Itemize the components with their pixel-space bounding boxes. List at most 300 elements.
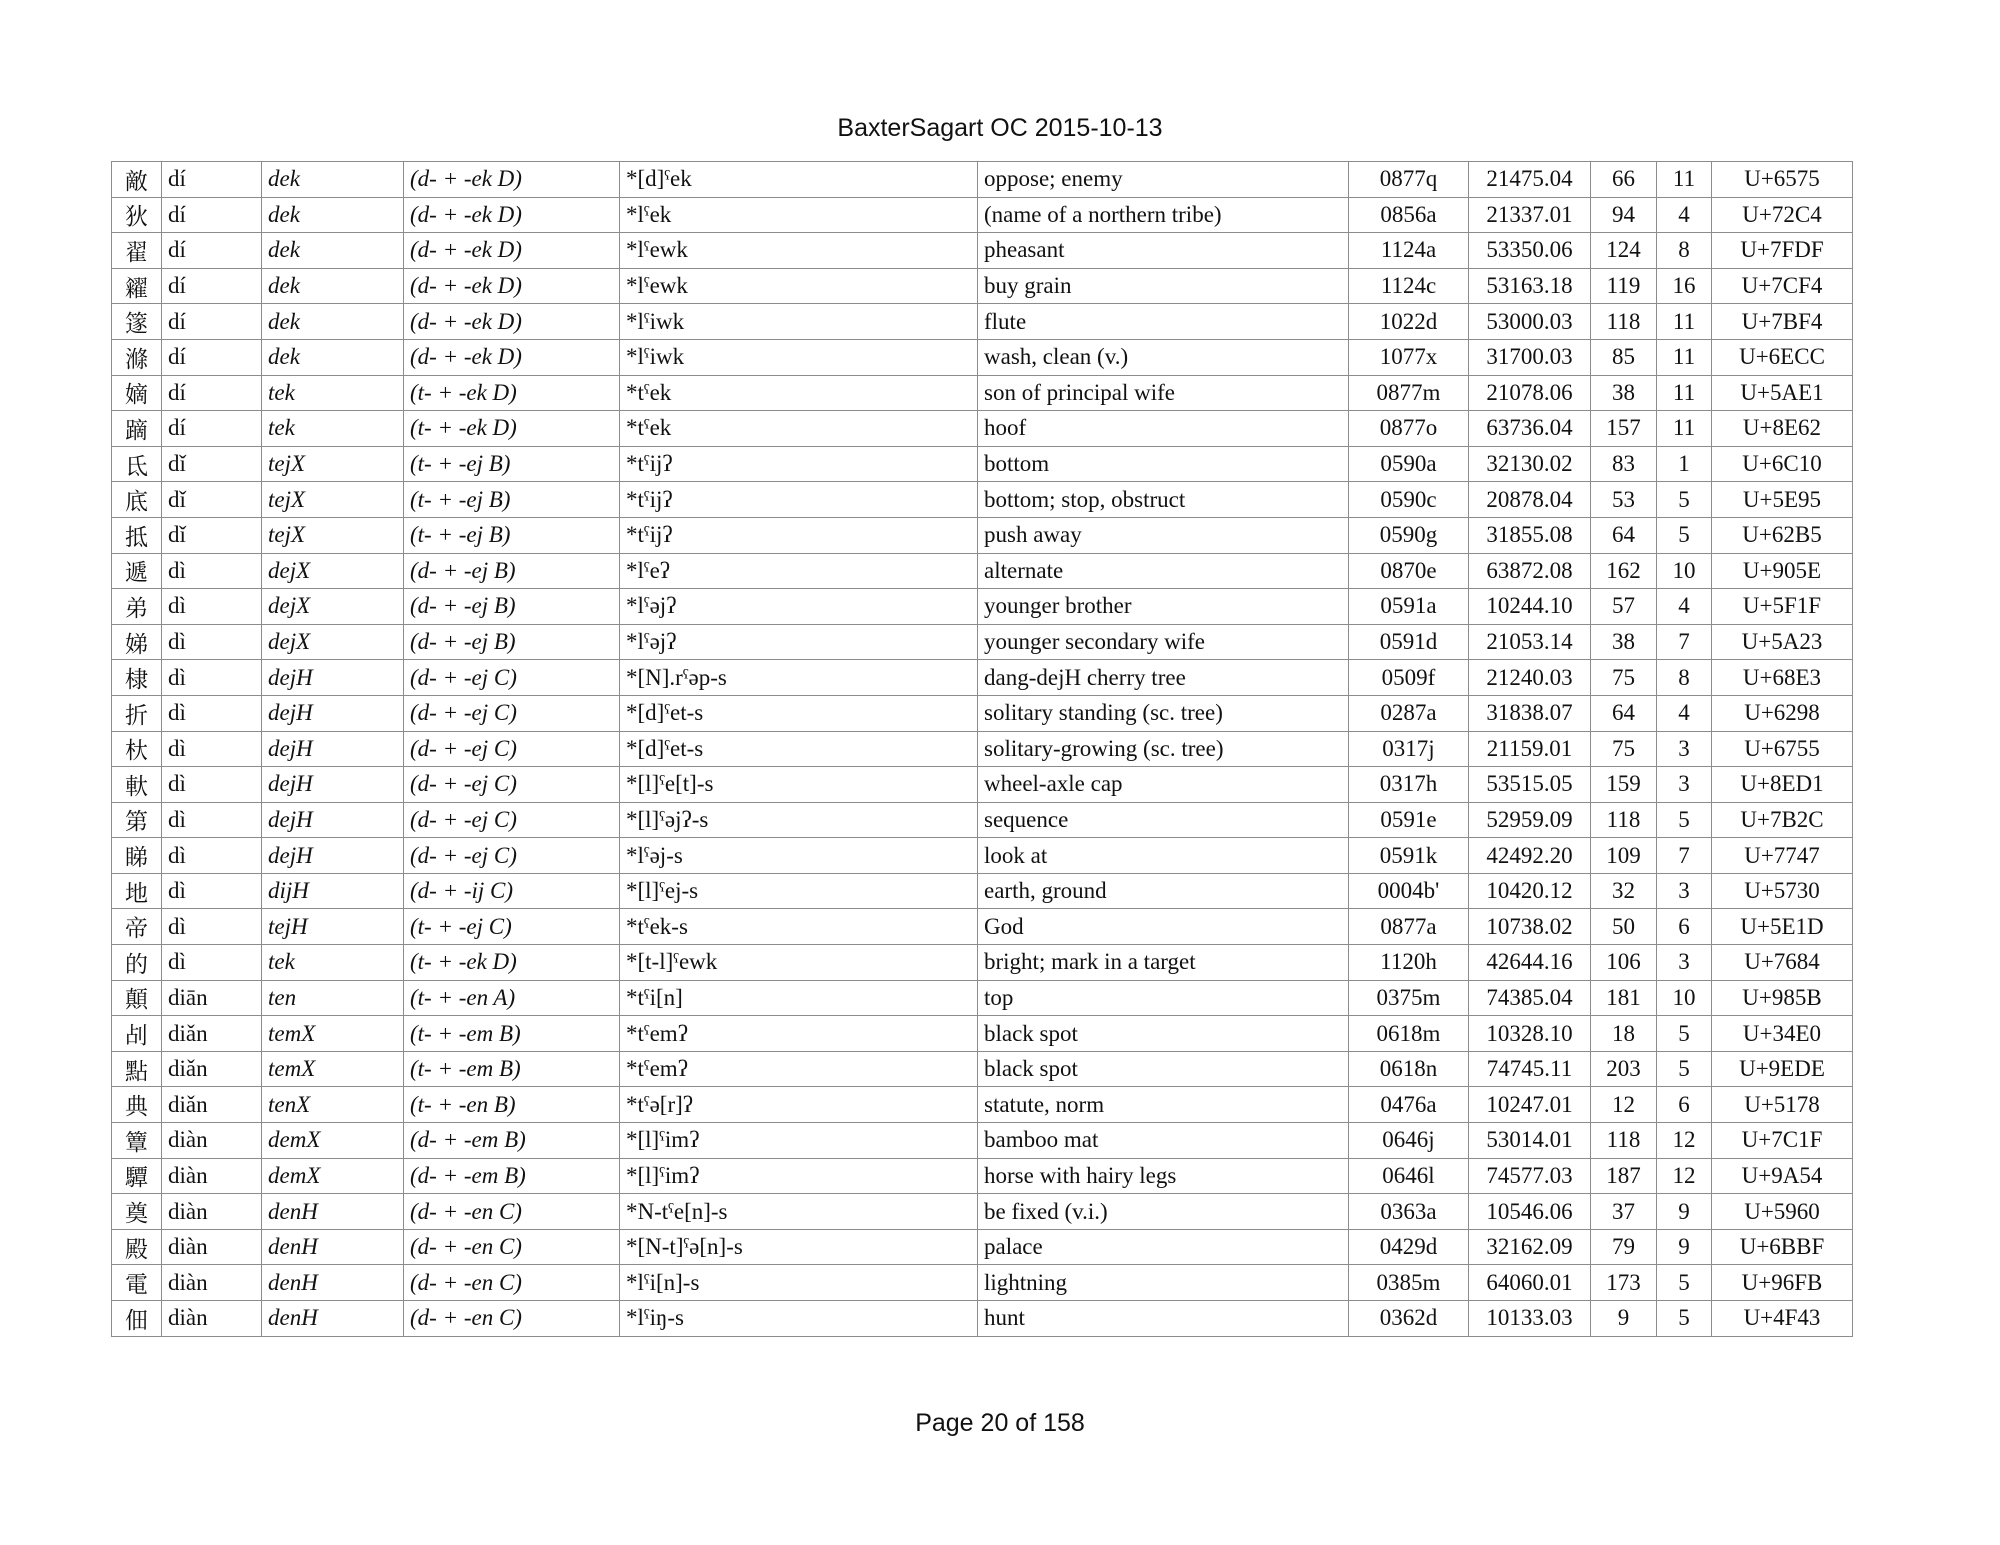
unicode-cell: U+8E62 [1712, 411, 1853, 447]
radical-cell: 94 [1591, 197, 1657, 233]
pinyin-cell: dì [162, 624, 262, 660]
pinyin-cell: diàn [162, 1265, 262, 1301]
gloss-cell: flute [978, 304, 1349, 340]
middle-chinese-analysis-cell: (d- + -ej C) [404, 767, 620, 803]
middle-chinese-cell: ten [262, 980, 404, 1016]
unicode-cell: U+5A23 [1712, 624, 1853, 660]
character-cell: 狄 [112, 197, 162, 233]
gsr-number-cell: 0877q [1349, 162, 1469, 198]
middle-chinese-analysis-cell: (d- + -ej B) [404, 624, 620, 660]
unicode-cell: U+6298 [1712, 695, 1853, 731]
table-row [112, 446, 1853, 482]
hydzd-number-cell: 10328.10 [1469, 1016, 1591, 1052]
radical-cell: 79 [1591, 1229, 1657, 1265]
middle-chinese-analysis-cell: (t- + -en B) [404, 1087, 620, 1123]
pinyin-cell: dì [162, 945, 262, 981]
middle-chinese-cell: dejH [262, 695, 404, 731]
character-cell: 篴 [112, 304, 162, 340]
pinyin-cell: dí [162, 339, 262, 375]
old-chinese-cell: *tˤijʔ [620, 446, 978, 482]
old-chinese-cell: *lˤewk [620, 233, 978, 269]
gloss-cell: bottom [978, 446, 1349, 482]
gsr-number-cell: 0590g [1349, 517, 1469, 553]
pinyin-cell: dì [162, 731, 262, 767]
stroke-count-cell: 3 [1657, 767, 1712, 803]
unicode-cell: U+7CF4 [1712, 268, 1853, 304]
hydzd-number-cell: 53515.05 [1469, 767, 1591, 803]
stroke-count-cell: 4 [1657, 695, 1712, 731]
middle-chinese-analysis-cell: (d- + -en C) [404, 1301, 620, 1337]
gloss-cell: lightning [978, 1265, 1349, 1301]
gsr-number-cell: 0877o [1349, 411, 1469, 447]
gloss-cell: oppose; enemy [978, 162, 1349, 198]
character-cell: 蹢 [112, 411, 162, 447]
unicode-cell: U+7FDF [1712, 233, 1853, 269]
gloss-cell: son of principal wife [978, 375, 1349, 411]
character-cell: 杕 [112, 731, 162, 767]
table-row [112, 1051, 1853, 1087]
pinyin-cell: dì [162, 909, 262, 945]
gloss-cell: God [978, 909, 1349, 945]
middle-chinese-analysis-cell: (t- + -ej B) [404, 517, 620, 553]
table-row [112, 873, 1853, 909]
hydzd-number-cell: 20878.04 [1469, 482, 1591, 518]
unicode-cell: U+72C4 [1712, 197, 1853, 233]
old-chinese-cell: *[d]ˤek [620, 162, 978, 198]
pinyin-cell: dí [162, 162, 262, 198]
stroke-count-cell: 7 [1657, 838, 1712, 874]
pinyin-cell: dí [162, 304, 262, 340]
middle-chinese-cell: dejH [262, 731, 404, 767]
pinyin-cell: diàn [162, 1229, 262, 1265]
stroke-count-cell: 11 [1657, 375, 1712, 411]
pinyin-cell: dì [162, 553, 262, 589]
unicode-cell: U+68E3 [1712, 660, 1853, 696]
gsr-number-cell: 0877m [1349, 375, 1469, 411]
radical-cell: 157 [1591, 411, 1657, 447]
middle-chinese-cell: demX [262, 1158, 404, 1194]
hydzd-number-cell: 42644.16 [1469, 945, 1591, 981]
middle-chinese-cell: tek [262, 945, 404, 981]
radical-cell: 18 [1591, 1016, 1657, 1052]
old-chinese-cell: *tˤemʔ [620, 1016, 978, 1052]
unicode-cell: U+6C10 [1712, 446, 1853, 482]
character-cell: 地 [112, 873, 162, 909]
stroke-count-cell: 5 [1657, 1301, 1712, 1337]
middle-chinese-cell: dek [262, 339, 404, 375]
old-chinese-cell: *[l]ˤej-s [620, 873, 978, 909]
gsr-number-cell: 1124c [1349, 268, 1469, 304]
unicode-cell: U+6ECC [1712, 339, 1853, 375]
middle-chinese-cell: dejX [262, 624, 404, 660]
radical-cell: 118 [1591, 802, 1657, 838]
gloss-cell: dang-dejH cherry tree [978, 660, 1349, 696]
old-chinese-cell: *N-tˤe[n]-s [620, 1194, 978, 1230]
table-row [112, 482, 1853, 518]
stroke-count-cell: 5 [1657, 517, 1712, 553]
middle-chinese-analysis-cell: (d- + -ej C) [404, 660, 620, 696]
radical-cell: 162 [1591, 553, 1657, 589]
old-chinese-cell: *[l]ˤəjʔ-s [620, 802, 978, 838]
middle-chinese-analysis-cell: (d- + -ej C) [404, 802, 620, 838]
stroke-count-cell: 5 [1657, 482, 1712, 518]
middle-chinese-cell: dejH [262, 838, 404, 874]
hydzd-number-cell: 32162.09 [1469, 1229, 1591, 1265]
table-row [112, 731, 1853, 767]
stroke-count-cell: 8 [1657, 660, 1712, 696]
middle-chinese-analysis-cell: (d- + -ej B) [404, 589, 620, 625]
table-row [112, 1265, 1853, 1301]
radical-cell: 173 [1591, 1265, 1657, 1301]
gloss-cell: hoof [978, 411, 1349, 447]
stroke-count-cell: 5 [1657, 1265, 1712, 1301]
table-row [112, 1229, 1853, 1265]
hydzd-number-cell: 21053.14 [1469, 624, 1591, 660]
unicode-cell: U+5E95 [1712, 482, 1853, 518]
radical-cell: 57 [1591, 589, 1657, 625]
gsr-number-cell: 1077x [1349, 339, 1469, 375]
character-cell: 嫡 [112, 375, 162, 411]
unicode-cell: U+96FB [1712, 1265, 1853, 1301]
table-row [112, 1194, 1853, 1230]
old-chinese-cell: *[d]ˤet-s [620, 695, 978, 731]
gsr-number-cell: 0385m [1349, 1265, 1469, 1301]
unicode-cell: U+5178 [1712, 1087, 1853, 1123]
radical-cell: 83 [1591, 446, 1657, 482]
gloss-cell: push away [978, 517, 1349, 553]
character-cell: 奠 [112, 1194, 162, 1230]
old-chinese-cell: *tˤi[n] [620, 980, 978, 1016]
middle-chinese-cell: tejH [262, 909, 404, 945]
middle-chinese-cell: dejX [262, 589, 404, 625]
radical-cell: 181 [1591, 980, 1657, 1016]
stroke-count-cell: 16 [1657, 268, 1712, 304]
hydzd-number-cell: 21337.01 [1469, 197, 1591, 233]
gsr-number-cell: 0590c [1349, 482, 1469, 518]
middle-chinese-analysis-cell: (t- + -ek D) [404, 945, 620, 981]
old-chinese-cell: *lˤiwk [620, 339, 978, 375]
character-cell: 睇 [112, 838, 162, 874]
hydzd-number-cell: 32130.02 [1469, 446, 1591, 482]
stroke-count-cell: 12 [1657, 1158, 1712, 1194]
gloss-cell: solitary standing (sc. tree) [978, 695, 1349, 731]
middle-chinese-cell: denH [262, 1229, 404, 1265]
old-chinese-cell: *lˤeʔ [620, 553, 978, 589]
table-row [112, 980, 1853, 1016]
hydzd-number-cell: 74577.03 [1469, 1158, 1591, 1194]
table-row [112, 909, 1853, 945]
table-row [112, 268, 1853, 304]
gsr-number-cell: 0646j [1349, 1123, 1469, 1159]
pinyin-cell: diàn [162, 1194, 262, 1230]
hydzd-number-cell: 53014.01 [1469, 1123, 1591, 1159]
radical-cell: 118 [1591, 304, 1657, 340]
pinyin-cell: dì [162, 695, 262, 731]
middle-chinese-cell: tenX [262, 1087, 404, 1123]
hydzd-number-cell: 31700.03 [1469, 339, 1591, 375]
middle-chinese-analysis-cell: (d- + -en C) [404, 1229, 620, 1265]
pinyin-cell: dì [162, 802, 262, 838]
pinyin-cell: dí [162, 197, 262, 233]
gsr-number-cell: 0509f [1349, 660, 1469, 696]
old-chinese-cell: *lˤiwk [620, 304, 978, 340]
gsr-number-cell: 0004b' [1349, 873, 1469, 909]
stroke-count-cell: 11 [1657, 162, 1712, 198]
middle-chinese-cell: dek [262, 304, 404, 340]
table-row [112, 624, 1853, 660]
table-row [112, 589, 1853, 625]
table-row [112, 197, 1853, 233]
radical-cell: 66 [1591, 162, 1657, 198]
gsr-number-cell: 0618n [1349, 1051, 1469, 1087]
old-chinese-cell: *[l]ˤimʔ [620, 1158, 978, 1194]
middle-chinese-analysis-cell: (d- + -ek D) [404, 339, 620, 375]
radical-cell: 85 [1591, 339, 1657, 375]
stroke-count-cell: 11 [1657, 339, 1712, 375]
pinyin-cell: diǎn [162, 1051, 262, 1087]
gsr-number-cell: 0476a [1349, 1087, 1469, 1123]
gloss-cell: alternate [978, 553, 1349, 589]
gsr-number-cell: 0591k [1349, 838, 1469, 874]
unicode-cell: U+7BF4 [1712, 304, 1853, 340]
pinyin-cell: diǎn [162, 1016, 262, 1052]
middle-chinese-cell: tek [262, 375, 404, 411]
character-cell: 遞 [112, 553, 162, 589]
radical-cell: 187 [1591, 1158, 1657, 1194]
table-body [112, 162, 1853, 1337]
table-row [112, 517, 1853, 553]
pinyin-cell: dǐ [162, 517, 262, 553]
old-chinese-cell: *[N].rˤəp-s [620, 660, 978, 696]
middle-chinese-analysis-cell: (d- + -ij C) [404, 873, 620, 909]
middle-chinese-analysis-cell: (t- + -ej B) [404, 482, 620, 518]
unicode-cell: U+5730 [1712, 873, 1853, 909]
character-cell: 娣 [112, 624, 162, 660]
radical-cell: 37 [1591, 1194, 1657, 1230]
middle-chinese-cell: temX [262, 1051, 404, 1087]
radical-cell: 203 [1591, 1051, 1657, 1087]
hydzd-number-cell: 53350.06 [1469, 233, 1591, 269]
middle-chinese-cell: denH [262, 1301, 404, 1337]
stroke-count-cell: 11 [1657, 304, 1712, 340]
hydzd-number-cell: 21078.06 [1469, 375, 1591, 411]
middle-chinese-analysis-cell: (d- + -ek D) [404, 197, 620, 233]
table-row [112, 233, 1853, 269]
old-chinese-cell: *[d]ˤet-s [620, 731, 978, 767]
old-chinese-cell: *[l]ˤe[t]-s [620, 767, 978, 803]
hydzd-number-cell: 52959.09 [1469, 802, 1591, 838]
middle-chinese-analysis-cell: (d- + -ek D) [404, 162, 620, 198]
hydzd-number-cell: 31838.07 [1469, 695, 1591, 731]
character-cell: 底 [112, 482, 162, 518]
middle-chinese-cell: dek [262, 233, 404, 269]
gsr-number-cell: 0375m [1349, 980, 1469, 1016]
middle-chinese-cell: dejH [262, 660, 404, 696]
pinyin-cell: dí [162, 375, 262, 411]
gsr-number-cell: 0590a [1349, 446, 1469, 482]
old-chinese-cell: *tˤijʔ [620, 517, 978, 553]
old-chinese-cell: *tˤek-s [620, 909, 978, 945]
character-cell: 典 [112, 1087, 162, 1123]
pinyin-cell: diān [162, 980, 262, 1016]
unicode-cell: U+62B5 [1712, 517, 1853, 553]
table-row [112, 411, 1853, 447]
pinyin-cell: dí [162, 411, 262, 447]
radical-cell: 38 [1591, 375, 1657, 411]
hydzd-number-cell: 10546.06 [1469, 1194, 1591, 1230]
stroke-count-cell: 9 [1657, 1229, 1712, 1265]
stroke-count-cell: 6 [1657, 909, 1712, 945]
stroke-count-cell: 4 [1657, 197, 1712, 233]
pinyin-cell: diàn [162, 1158, 262, 1194]
old-chinese-cell: *lˤəjʔ [620, 589, 978, 625]
character-cell: 抵 [112, 517, 162, 553]
radical-cell: 159 [1591, 767, 1657, 803]
gsr-number-cell: 0317h [1349, 767, 1469, 803]
middle-chinese-analysis-cell: (t- + -ej C) [404, 909, 620, 945]
character-cell: 㓠 [112, 1016, 162, 1052]
table-row [112, 767, 1853, 803]
gloss-cell: palace [978, 1229, 1349, 1265]
old-chinese-cell: *lˤiŋ-s [620, 1301, 978, 1337]
hydzd-number-cell: 10244.10 [1469, 589, 1591, 625]
middle-chinese-cell: dek [262, 197, 404, 233]
middle-chinese-cell: dijH [262, 873, 404, 909]
hydzd-number-cell: 21240.03 [1469, 660, 1591, 696]
gsr-number-cell: 0591a [1349, 589, 1469, 625]
gsr-number-cell: 1022d [1349, 304, 1469, 340]
hydzd-number-cell: 74385.04 [1469, 980, 1591, 1016]
table-row [112, 945, 1853, 981]
middle-chinese-cell: temX [262, 1016, 404, 1052]
middle-chinese-analysis-cell: (t- + -ek D) [404, 411, 620, 447]
table-row [112, 660, 1853, 696]
stroke-count-cell: 5 [1657, 1016, 1712, 1052]
gloss-cell: hunt [978, 1301, 1349, 1337]
character-cell: 殿 [112, 1229, 162, 1265]
pinyin-cell: diàn [162, 1301, 262, 1337]
middle-chinese-analysis-cell: (t- + -em B) [404, 1051, 620, 1087]
unicode-cell: U+9A54 [1712, 1158, 1853, 1194]
unicode-cell: U+9EDE [1712, 1051, 1853, 1087]
hydzd-number-cell: 53163.18 [1469, 268, 1591, 304]
old-chinese-cell: *[t-l]ˤewk [620, 945, 978, 981]
character-cell: 敵 [112, 162, 162, 198]
radical-cell: 53 [1591, 482, 1657, 518]
pinyin-cell: dì [162, 873, 262, 909]
middle-chinese-analysis-cell: (t- + -en A) [404, 980, 620, 1016]
unicode-cell: U+5AE1 [1712, 375, 1853, 411]
middle-chinese-analysis-cell: (d- + -ek D) [404, 233, 620, 269]
gsr-number-cell: 0363a [1349, 1194, 1469, 1230]
radical-cell: 32 [1591, 873, 1657, 909]
old-chinese-cell: *lˤəj-s [620, 838, 978, 874]
middle-chinese-analysis-cell: (d- + -ej C) [404, 838, 620, 874]
gloss-cell: wheel-axle cap [978, 767, 1349, 803]
character-cell: 弟 [112, 589, 162, 625]
gloss-cell: top [978, 980, 1349, 1016]
gloss-cell: earth, ground [978, 873, 1349, 909]
table-row [112, 339, 1853, 375]
unicode-cell: U+34E0 [1712, 1016, 1853, 1052]
pinyin-cell: dǐ [162, 482, 262, 518]
old-chinese-cell: *lˤi[n]-s [620, 1265, 978, 1301]
gloss-cell: black spot [978, 1016, 1349, 1052]
old-chinese-cell: *tˤek [620, 375, 978, 411]
middle-chinese-analysis-cell: (t- + -ej B) [404, 446, 620, 482]
gsr-number-cell: 0591e [1349, 802, 1469, 838]
hydzd-number-cell: 74745.11 [1469, 1051, 1591, 1087]
gsr-number-cell: 0429d [1349, 1229, 1469, 1265]
middle-chinese-cell: tejX [262, 482, 404, 518]
unicode-cell: U+7B2C [1712, 802, 1853, 838]
hydzd-number-cell: 21475.04 [1469, 162, 1591, 198]
hydzd-number-cell: 10420.12 [1469, 873, 1591, 909]
stroke-count-cell: 10 [1657, 980, 1712, 1016]
character-cell: 帝 [112, 909, 162, 945]
gloss-cell: black spot [978, 1051, 1349, 1087]
radical-cell: 119 [1591, 268, 1657, 304]
table-row [112, 1123, 1853, 1159]
pinyin-cell: dì [162, 838, 262, 874]
gsr-number-cell: 0646l [1349, 1158, 1469, 1194]
character-cell: 氐 [112, 446, 162, 482]
gloss-cell: bright; mark in a target [978, 945, 1349, 981]
middle-chinese-analysis-cell: (d- + -em B) [404, 1158, 620, 1194]
gloss-cell: solitary-growing (sc. tree) [978, 731, 1349, 767]
stroke-count-cell: 1 [1657, 446, 1712, 482]
old-chinese-cell: *tˤə[r]ʔ [620, 1087, 978, 1123]
old-chinese-cell: *lˤek [620, 197, 978, 233]
table-row [112, 553, 1853, 589]
stroke-count-cell: 7 [1657, 624, 1712, 660]
radical-cell: 75 [1591, 660, 1657, 696]
pinyin-cell: diǎn [162, 1087, 262, 1123]
gloss-cell: younger secondary wife [978, 624, 1349, 660]
character-cell: 棣 [112, 660, 162, 696]
radical-cell: 124 [1591, 233, 1657, 269]
stroke-count-cell: 12 [1657, 1123, 1712, 1159]
hydzd-number-cell: 10247.01 [1469, 1087, 1591, 1123]
old-chinese-cell: *tˤemʔ [620, 1051, 978, 1087]
pinyin-cell: dǐ [162, 446, 262, 482]
middle-chinese-analysis-cell: (t- + -ek D) [404, 375, 620, 411]
radical-cell: 109 [1591, 838, 1657, 874]
character-cell: 滌 [112, 339, 162, 375]
gsr-number-cell: 0591d [1349, 624, 1469, 660]
table-row [112, 1301, 1853, 1337]
unicode-cell: U+6BBF [1712, 1229, 1853, 1265]
middle-chinese-analysis-cell: (d- + -en C) [404, 1194, 620, 1230]
gloss-cell: pheasant [978, 233, 1349, 269]
character-table [111, 161, 1853, 1337]
stroke-count-cell: 3 [1657, 945, 1712, 981]
hydzd-number-cell: 10133.03 [1469, 1301, 1591, 1337]
middle-chinese-cell: dek [262, 268, 404, 304]
stroke-count-cell: 8 [1657, 233, 1712, 269]
middle-chinese-cell: dejH [262, 802, 404, 838]
hydzd-number-cell: 64060.01 [1469, 1265, 1591, 1301]
hydzd-number-cell: 63872.08 [1469, 553, 1591, 589]
old-chinese-cell: *tˤek [620, 411, 978, 447]
hydzd-number-cell: 42492.20 [1469, 838, 1591, 874]
table-row [112, 1016, 1853, 1052]
gloss-cell: (name of a northern tribe) [978, 197, 1349, 233]
middle-chinese-cell: dejX [262, 553, 404, 589]
table-row [112, 695, 1853, 731]
table-row [112, 802, 1853, 838]
unicode-cell: U+6575 [1712, 162, 1853, 198]
